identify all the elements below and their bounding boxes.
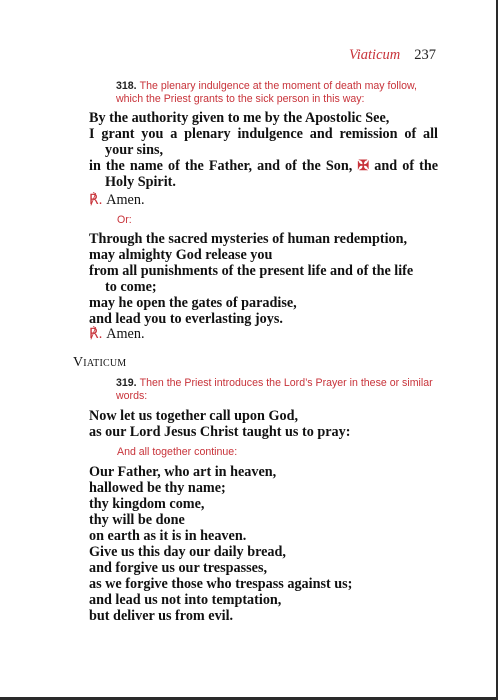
indulgence-line-3: your sins, bbox=[105, 142, 164, 158]
paragraph-number-318: 318. bbox=[116, 80, 137, 92]
running-head bbox=[349, 47, 436, 64]
continue-rubric: And all together continue: bbox=[117, 446, 238, 458]
section-heading: Viaticum bbox=[73, 355, 127, 370]
or-rubric: Or: bbox=[117, 214, 132, 226]
rubric-318 bbox=[116, 80, 446, 106]
response-2-text: Amen. bbox=[106, 326, 145, 342]
indulgence-line-4b: and of the bbox=[374, 158, 439, 174]
alt-line-4: to come; bbox=[105, 279, 157, 295]
invitation-text bbox=[89, 408, 350, 440]
prayer-line: hallowed be thy name; bbox=[89, 480, 226, 496]
prayer-line: but deliver us from evil. bbox=[89, 608, 234, 624]
lords-prayer bbox=[89, 464, 352, 624]
indulgence-line-2: I grant you a plenary indulgence and remission of all bbox=[89, 126, 438, 142]
indulgence-line-1: By the authority given to me by the Apostolic See, bbox=[89, 110, 390, 126]
prayer-line: and forgive us our trespasses, bbox=[89, 560, 268, 576]
indulgence-line-5: Holy Spirit. bbox=[105, 174, 176, 190]
indulgence-line-4a: in the name of the Father, and of the Son, bbox=[89, 158, 353, 174]
cross-icon: ✠ bbox=[357, 158, 370, 174]
prayer-line: Our Father, who art in heaven, bbox=[89, 464, 277, 480]
response-symbol: ℟. bbox=[89, 192, 103, 208]
response-2 bbox=[89, 326, 145, 343]
prayer-line: as we forgive those who trespass against us; bbox=[89, 576, 353, 592]
alt-line-3: from all punishments of the present life and of the life bbox=[89, 263, 414, 279]
response-symbol: ℟. bbox=[89, 326, 103, 342]
alt-line-1: Through the sacred mysteries of human redemption, bbox=[89, 231, 408, 247]
indulgence-line-4 bbox=[89, 158, 438, 174]
running-head-title: Viaticum bbox=[348, 47, 401, 63]
prayer-line: thy will be done bbox=[89, 512, 185, 528]
invitation-line-2: as our Lord Jesus Christ taught us to pray: bbox=[89, 424, 351, 440]
invitation-line-1: Now let us together call upon God, bbox=[89, 408, 299, 424]
prayer-line: Give us this day our daily bread, bbox=[89, 544, 286, 560]
prayer-line: thy kingdom come, bbox=[89, 496, 205, 512]
rubric-319 bbox=[116, 377, 446, 403]
alternative-formula bbox=[89, 231, 413, 327]
page-number: 237 bbox=[414, 47, 436, 63]
alt-line-6: and lead you to everlasting joys. bbox=[89, 311, 283, 327]
alt-line-2: may almighty God release you bbox=[89, 247, 273, 263]
rubric-318-text: The plenary indulgence at the moment of death may follow, which the Priest grants to the sick person in this way: bbox=[116, 80, 417, 105]
rubric-319-text: Then the Priest introduces the Lord’s Prayer in these or similar words: bbox=[116, 377, 433, 402]
prayer-line: and lead us not into temptation, bbox=[89, 592, 282, 608]
prayer-line: on earth as it is in heaven. bbox=[89, 528, 247, 544]
response-1-text: Amen. bbox=[106, 192, 145, 208]
paragraph-number-319: 319. bbox=[116, 377, 137, 389]
indulgence-formula bbox=[89, 110, 438, 190]
alt-line-5: may he open the gates of paradise, bbox=[89, 295, 297, 311]
response-1 bbox=[89, 192, 145, 209]
